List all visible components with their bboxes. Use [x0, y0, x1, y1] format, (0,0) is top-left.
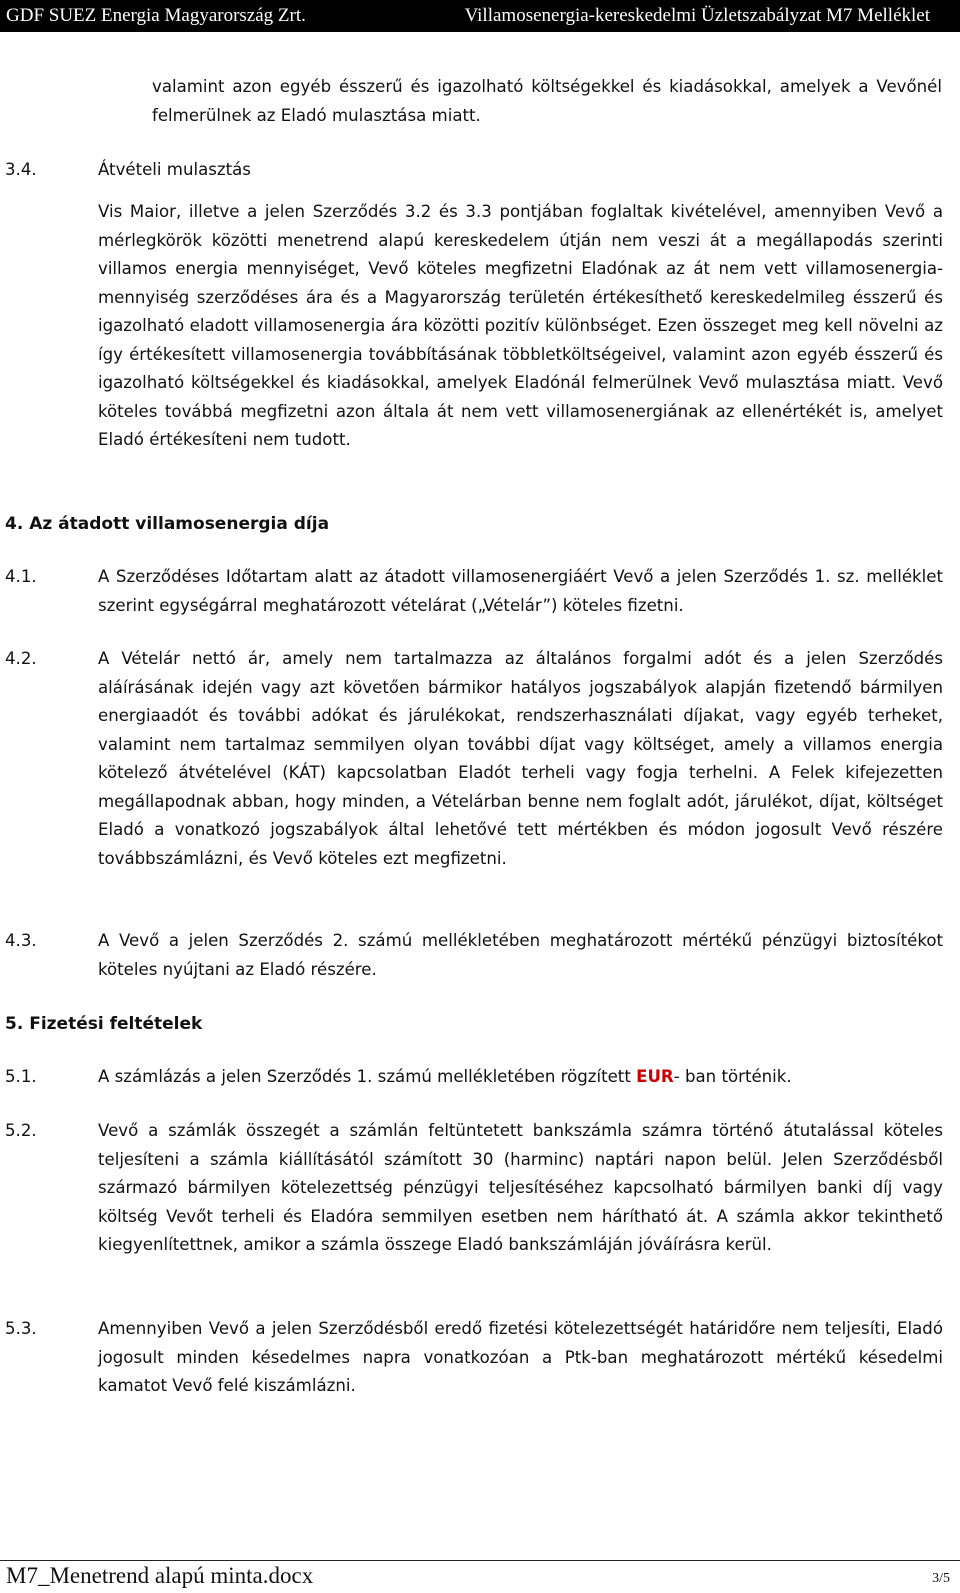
section-5-1-text [98, 1063, 943, 1092]
section-number: 5.3. [5, 1319, 37, 1338]
section-5-3-text: Amennyiben Vevő a jelen Szerződésből eredő fizetési kötelezettségét határidőre nem teljesíti, Eladó jogosult minden késedelmes napra vonatkozóan a Ptk-ban meghatározott mértékű késedelmi kamatot Vevő felé kiszámlázni. [98, 1319, 943, 1395]
section-number: 4.1. [5, 567, 37, 586]
text-after: - ban történik. [673, 1067, 792, 1086]
section-5-2-text: Vevő a számlák összegét a számlán feltüntetett bankszámla számra történő átutalással köteles teljesíteni a számla kiállításától számított 30 (harminc) naptári napon belül. Jelen Szerződésből származó bármilyen kötelezettség pénzügyi teljesítéséhez kapcsolható bármilyen banki díj vagy költség Vevőt terheli és Eladóra semmilyen esetben nem hárítható át. A számla akkor tekinthető kiegyenlítettnek, amikor a számla összege Eladó bankszámláján jóváírásra kerül. [98, 1121, 943, 1254]
section-number: 5.2. [5, 1121, 37, 1140]
footer-filename: M7_Menetrend alapú minta.docx [6, 1563, 314, 1588]
text-before: A számlázás a jelen Szerződés 1. számú mellékletében rögzített [98, 1067, 637, 1086]
section-4-1-text: A Szerződéses Időtartam alatt az átadott villamosenergiáért Vevő a jelen Szerződés 1. sz. melléklet szerint egységárral meghatározott vételárat („Vételár”) köteles fizetni. [98, 567, 943, 615]
section-number: 4.2. [5, 649, 37, 668]
intro-text: valamint azon egyéb ésszerű és igazolható költségekkel és kiadásokkal, amelyek a Vevőnél felmerülnek az Eladó mulasztása miatt. [152, 77, 942, 125]
section-title: Átvételi mulasztás [98, 160, 251, 179]
section-number: 4.3. [5, 931, 37, 950]
section-4-2-text: A Vételár nettó ár, amely nem tartalmazza az általános forgalmi adót és a jelen Szerződés aláírásának idején vagy azt követően bármikor hatályos jogszabályok alapján fizetendő bármilyen energiaadót és további adókat és járulékokat, rendszerhasználati díjakat, vagy egyéb terheket, valamint nem tartalmaz semmilyen olyan további díjat vagy költséget, amely a villamos energia kötelező átvételével (KÁT) kapcsolatban Eladót terheli vagy fogja terhelni. A Felek kifejezetten megállapodnak abban, hogy minden, a Vételárban benne nem foglalt adót, járulékot, díjat, költséget Eladó a vonatkozó jogszabályok által lehetővé tett mértékben és módon jogosult Vevő részére továbbszámlázni, és Vevő köteles ezt megfizetni. [98, 649, 943, 868]
section-4-heading: 4. Az átadott villamosenergia díja [5, 514, 330, 534]
page-number: 3/5 [932, 1571, 950, 1586]
section-number: 5.1. [5, 1067, 37, 1086]
header-company: GDF SUEZ Energia Magyarország Zrt. [6, 5, 306, 26]
currency-highlight: EUR [636, 1067, 674, 1086]
page-header [0, 0, 960, 32]
section-number: 3.4. [5, 160, 37, 179]
section-5-heading: 5. Fizetési feltételek [5, 1014, 203, 1034]
page-footer [0, 1560, 960, 1593]
header-doc-title: Villamosenergia-kereskedelmi Üzletszabályzat M7 Melléklet [464, 5, 930, 26]
section-3-4-text: Vis Maior, illetve a jelen Szerződés 3.2 és 3.3 pontjában foglaltak kivételével, amennyiben Vevő a mérlegkörök közötti menetrend alapú kereskedelem útján nem veszi át a megállapodás szerinti villamos energia mennyiséget, Vevő köteles megfizetni Eladónak az át nem vett villamosenergia-mennyiség szerződéses ára és a Magyarország területén értékesíthető kereskedelmileg ésszerű és igazolható eladott villamosenergia ára közötti pozitív különbséget. Ezen összeget meg kell növelni az így értékesített villamosenergia továbbításának többletköltségeivel, valamint azon egyéb ésszerű és igazolható költségekkel és kiadásokkal, amelyek Eladónál felmerülnek Vevő mulasztása miatt. Vevő köteles továbbá megfizetni azon általa át nem vett villamosenergiának az ellenértékét is, amelyet Eladó értékesíteni nem tudott. [98, 202, 943, 449]
section-4-3-text: A Vevő a jelen Szerződés 2. számú mellékletében meghatározott mértékű pénzügyi biztosítékot köteles nyújtani az Eladó részére. [98, 931, 943, 979]
